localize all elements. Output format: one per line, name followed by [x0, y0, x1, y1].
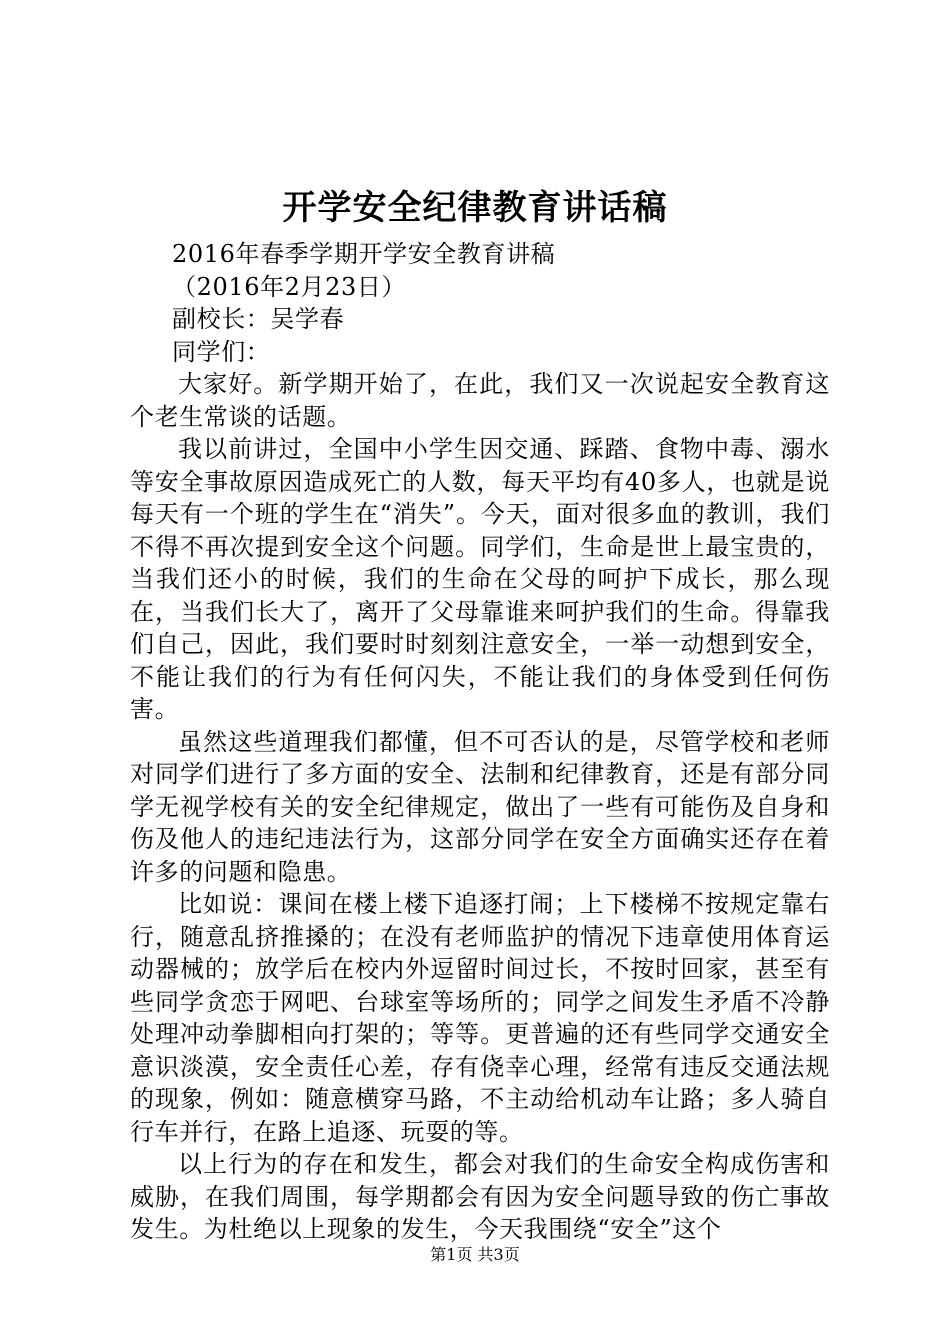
- speech-heading: 2016年春季学期开学安全教育讲稿: [172, 240, 556, 268]
- page-number-footer: 第1页 共3页: [430, 1245, 520, 1264]
- document-body: [130, 238, 830, 1246]
- speaker-line: 副校长：吴学春: [172, 305, 345, 333]
- paragraph: 虽然这些道理我们都懂，但不可否认的是，尽管学校和老师对同学们进行了多方面的安全、法制和纪律教育，还是有部分同学无视学校有关的安全纪律规定，做出了一些有可能伤及自身和伤及他人的违纪违法行为，这部分同学在安全方面确实还存在着许多的问题和隐患。: [130, 727, 830, 886]
- document-title: 开学安全纪律教育讲话稿: [282, 188, 668, 228]
- salutation: 同学们：: [172, 337, 271, 366]
- paragraph: 我以前讲过，全国中小学生因交通、踩踏、食物中毒、溺水等安全事故原因造成死亡的人数，每天平均有40多人，也就是说每天有一个班的学生在“消失”。今天，面对很多血的教训，我们不得不再次提到安全这个问题。同学们，生命是世上最宝贵的，当我们还小的时候，我们的生命在父母的呵护下成长，那么现在，当我们长大了，离开了父母靠谁来呵护我们的生命。得靠我们自己，因此，我们要时时刻刻注意安全，一举一动想到安全，不能让我们的行为有任何闪失，不能让我们的身体受到任何伤害。: [130, 435, 830, 723]
- paragraph: 大家好。新学期开始了，在此，我们又一次说起安全教育这个老生常谈的话题。: [130, 370, 830, 431]
- speech-date: （2016年2月23日）: [172, 272, 407, 301]
- paragraph: 以上行为的存在和发生，都会对我们的生命安全构成伤害和威胁，在我们周围，每学期都会有因为安全问题导致的伤亡事故发生。为杜绝以上现象的发生，今天我围绕“安全”这个: [130, 1150, 830, 1243]
- paragraph: 比如说：课间在楼上楼下追逐打闹；上下楼梯不按规定靠右行，随意乱挤推搡的；在没有老师监护的情况下违章使用体育运动器械的；放学后在校内外逗留时间过长，不按时回家，甚至有些同学贪恋于网吧、台球室等场所的；同学之间发生矛盾不冷静处理冲动拳脚相向打架的；等等。更普遍的还有些同学交通安全意识淡漠，安全责任心差，存有侥幸心理，经常有违反交通法规的现象，例如：随意横穿马路，不主动给机动车让路；多人骑自行车并行，在路上追逐、玩耍的等。: [130, 890, 830, 1146]
